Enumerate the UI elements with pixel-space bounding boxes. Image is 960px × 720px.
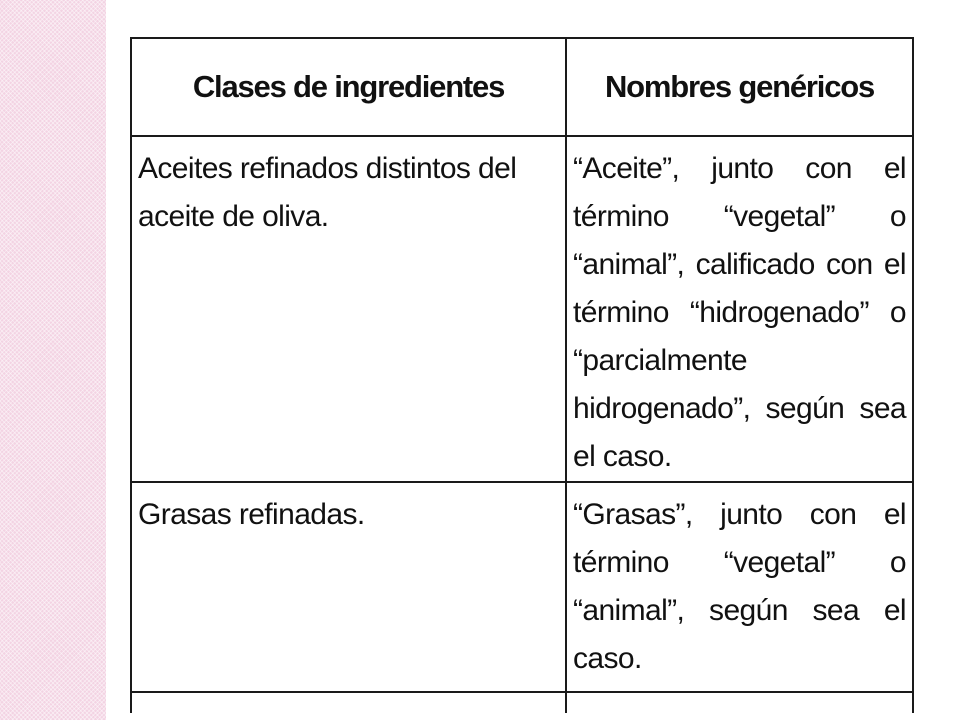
header-clases-de-ingredientes: Clases de ingredientes bbox=[131, 38, 566, 136]
cell-clase: Aceites refinados distintos del aceite de oliva. bbox=[131, 136, 566, 482]
cell-nombre-generico: “Aceite”, junto con el término “vegetal” o “animal”, calificado con el término “hidrogenado” o “parcialmente hidrogenado”, según sea el caso. bbox=[566, 136, 913, 482]
cell-empty bbox=[566, 692, 913, 713]
decorative-side-strip bbox=[0, 0, 106, 720]
cell-nombre-generico: “Grasas”, junto con el término “vegetal” o “animal”, según sea el caso. bbox=[566, 482, 913, 692]
table-row bbox=[131, 136, 913, 482]
table-row bbox=[131, 482, 913, 692]
table-row-partial bbox=[131, 692, 913, 713]
cell-clase: Grasas refinadas. bbox=[131, 482, 566, 692]
table-header-row bbox=[131, 38, 913, 136]
header-nombres-genericos: Nombres genéricos bbox=[566, 38, 913, 136]
cell-empty bbox=[131, 692, 566, 713]
ingredients-table bbox=[130, 37, 914, 713]
